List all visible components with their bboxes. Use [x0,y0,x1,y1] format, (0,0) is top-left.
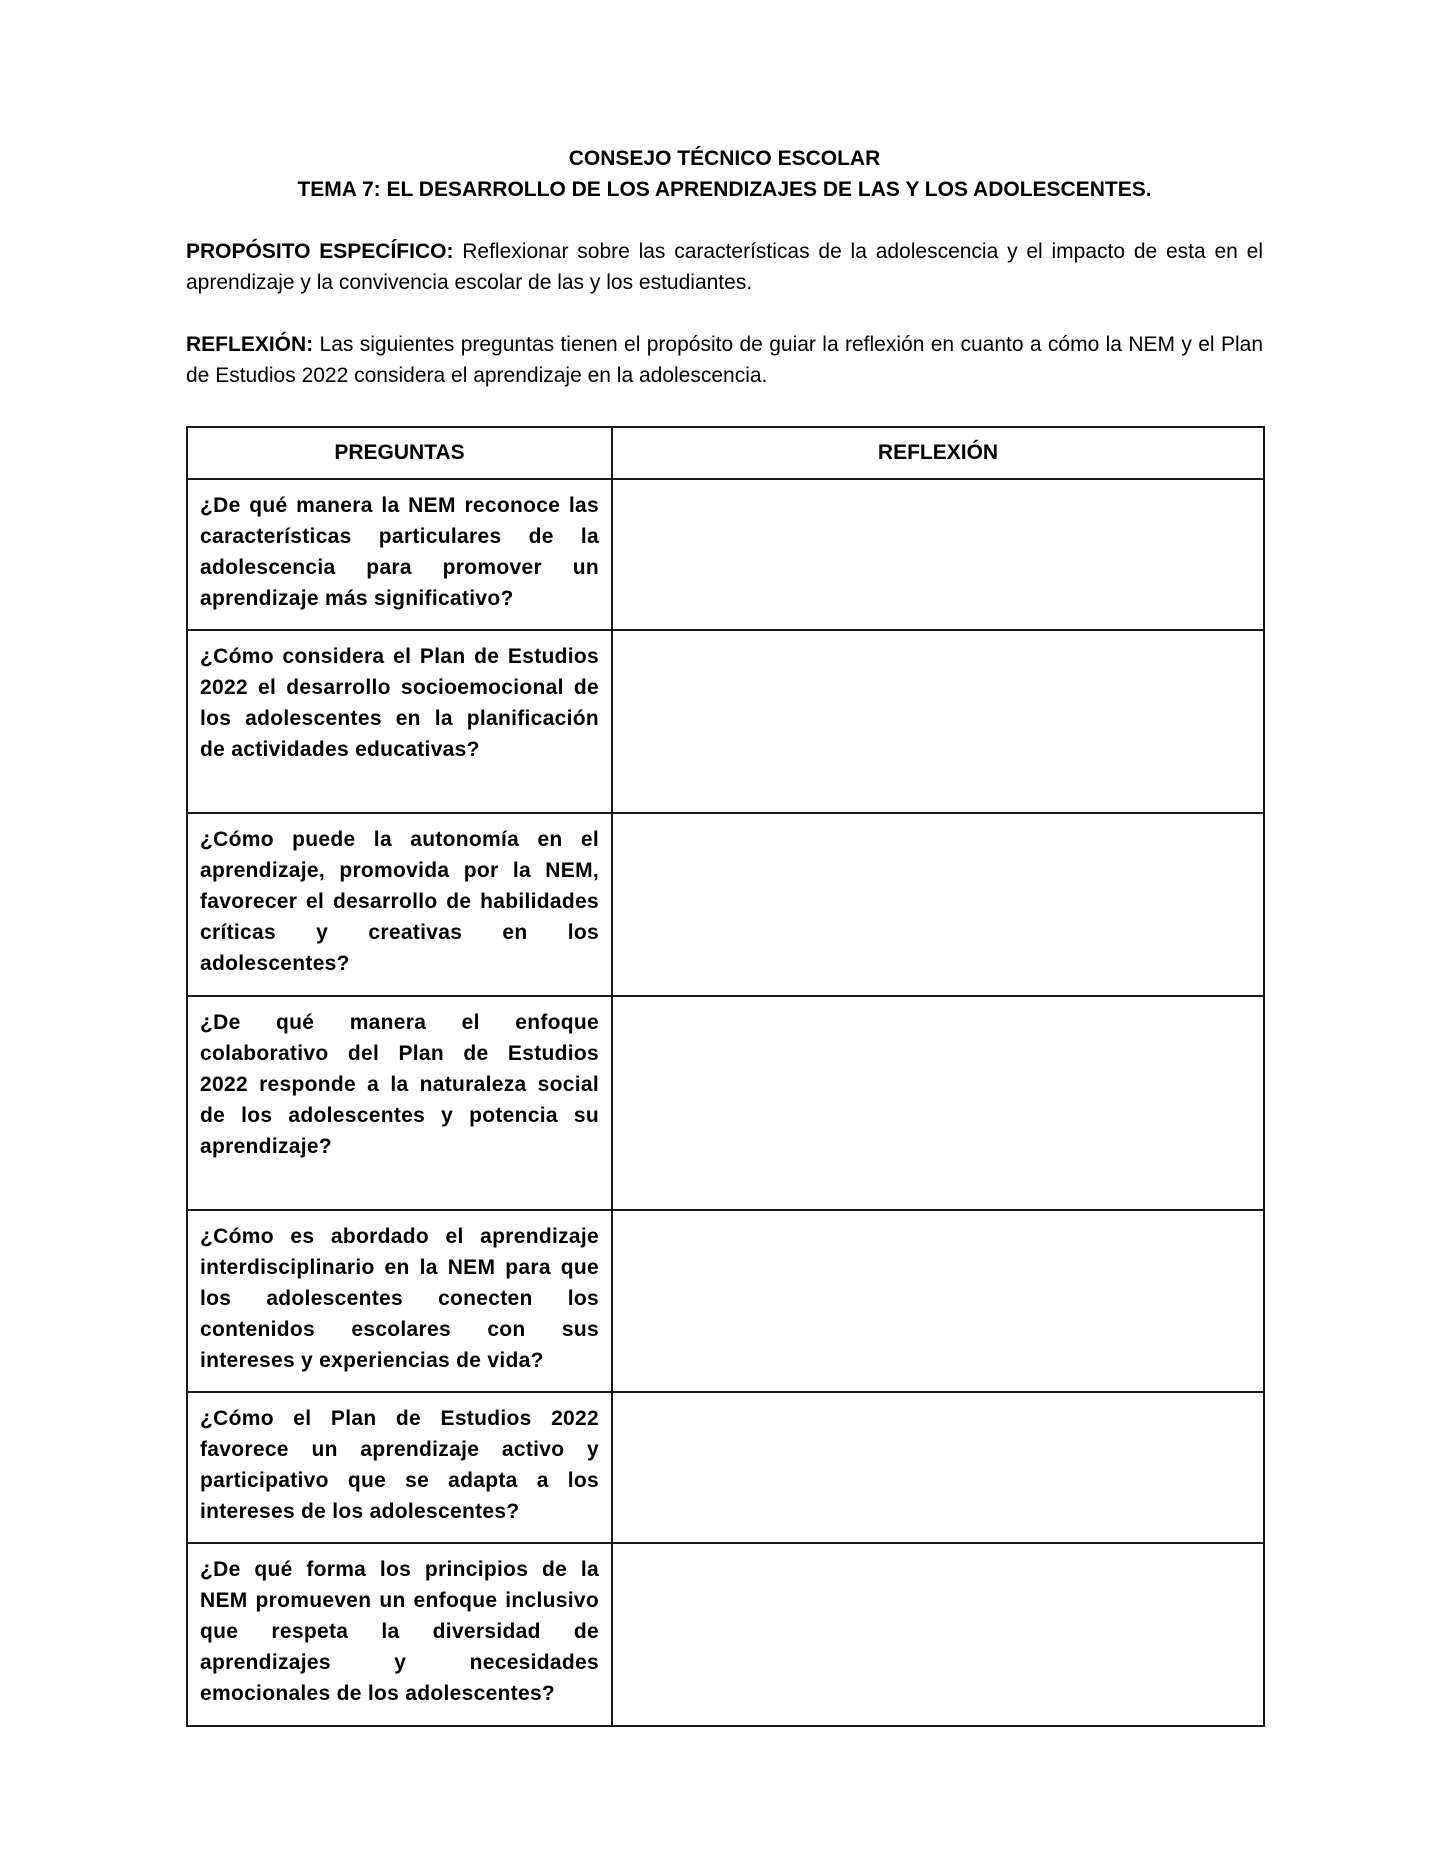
question-text: ¿De qué manera la NEM reconoce las características particulares de la adolescencia para promover un aprendizaje más significativo? [200,494,599,610]
question-cell [187,813,612,996]
reflection-cell[interactable] [612,1392,1264,1543]
question-text: ¿De qué manera el enfoque colaborativo del Plan de Estudios 2022 responde a la naturaleza social de los adolescentes y potencia su aprendizaje? [200,1011,599,1158]
header-preguntas: PREGUNTAS [187,427,612,479]
question-cell [187,996,612,1210]
purpose-paragraph [186,236,1263,298]
table-row [187,630,1264,813]
header-reflexion: REFLEXIÓN [612,427,1264,479]
table-row [187,1210,1264,1392]
question-cell [187,1543,612,1726]
question-cell [187,1210,612,1392]
reflection-cell[interactable] [612,479,1264,630]
table-row [187,479,1264,630]
reflection-label: REFLEXIÓN: [186,333,314,356]
question-text: ¿Cómo el Plan de Estudios 2022 favorece un aprendizaje activo y participativo que se adapta a los intereses de los adolescentes? [200,1407,599,1523]
questions-table [186,426,1265,1727]
question-text: ¿Cómo considera el Plan de Estudios 2022 el desarrollo socioemocional de los adolescentes en la planificación de actividades educativas? [200,645,599,761]
purpose-label: PROPÓSITO ESPECÍFICO: [186,240,454,263]
reflection-cell[interactable] [612,1543,1264,1726]
table-row [187,1392,1264,1543]
table-row [187,1543,1264,1726]
table-row [187,813,1264,996]
question-text: ¿Cómo puede la autonomía en el aprendizaje, promovida por la NEM, favorecer el desarrollo de habilidades críticas y creativas en los adolescentes? [200,828,599,975]
question-text: ¿De qué forma los principios de la NEM promueven un enfoque inclusivo que respeta la diversidad de aprendizajes y necesidades emocionales de los adolescentes? [200,1558,599,1705]
question-cell [187,630,612,813]
document-subtitle: TEMA 7: EL DESARROLLO DE LOS APRENDIZAJES DE LAS Y LOS ADOLESCENTES. [297,178,1152,201]
reflection-cell[interactable] [612,813,1264,996]
reflection-text: Las siguientes preguntas tienen el propósito de guiar la reflexión en cuanto a cómo la NEM y el Plan de Estudios 2022 considera el aprendizaje en la adolescencia. [186,333,1263,387]
question-text: ¿Cómo es abordado el aprendizaje interdisciplinario en la NEM para que los adolescentes conecten los contenidos escolares con sus intereses y experiencias de vida? [200,1225,599,1372]
reflection-cell[interactable] [612,996,1264,1210]
reflection-paragraph [186,329,1263,391]
document-title: CONSEJO TÉCNICO ESCOLAR [568,147,881,170]
question-cell [187,479,612,630]
table-row [187,996,1264,1210]
reflection-cell[interactable] [612,1210,1264,1392]
reflection-cell[interactable] [612,630,1264,813]
table-header-row [187,427,1264,479]
purpose-text: Reflexionar sobre las características de la adolescencia y el impacto de esta en el aprendizaje y la convivencia escolar de las y los estudiantes. [186,240,1263,294]
question-cell [187,1392,612,1543]
